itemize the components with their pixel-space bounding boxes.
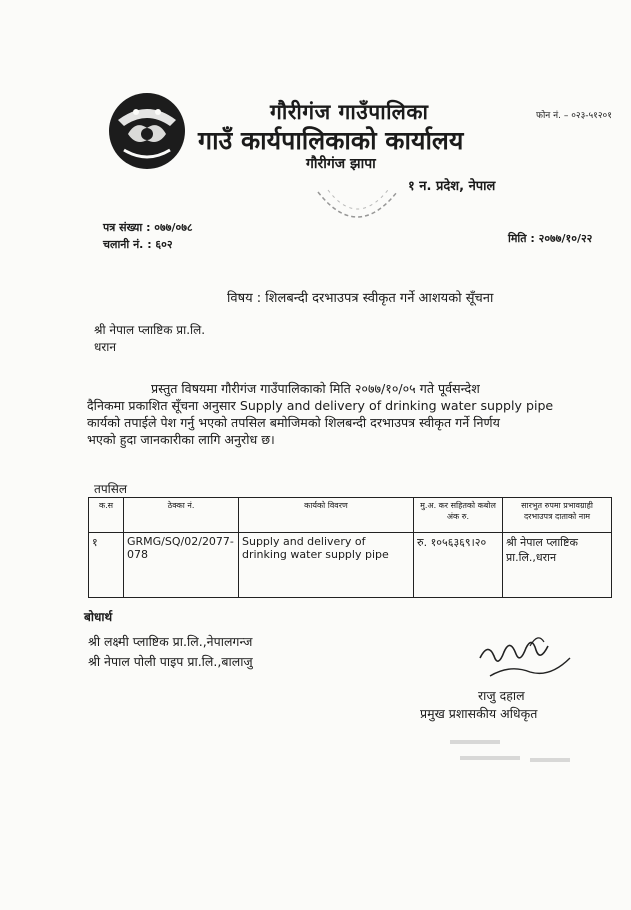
cell-work-description: Supply and delivery of drinking water supply pipe: [239, 533, 414, 598]
body-line: दैनिकमा प्रकाशित सूँचना अनुसार Supply and delivery of drinking water supply pipe: [87, 398, 554, 413]
header-contract-no: ठेक्का नं.: [124, 498, 239, 533]
header-bid-amount: मु.अ. कर सहितको कबोल अंक रु.: [414, 498, 503, 533]
signatory-name: राजु दहाल: [478, 688, 525, 703]
details-table: [88, 497, 612, 598]
office-phone: फोन नं. – ०२३-५१२०१: [536, 111, 612, 121]
cc-label: बोधार्थ: [84, 610, 113, 624]
header-serial: क.स: [89, 498, 124, 533]
signatory-title: प्रमुख प्रशासकीय अधिकृत: [420, 706, 538, 721]
office-province: १ न. प्रदेश, नेपाल: [408, 179, 496, 194]
handwritten-signature: [470, 628, 580, 688]
table-header-row: [89, 498, 612, 533]
body-line: भएको हुदा जानकारीका लागि अनुरोध छ।: [87, 432, 275, 447]
cell-serial: १: [89, 533, 124, 598]
cc-item: श्री नेपाल पोली पाइप प्रा.लि.,बालाजु: [88, 654, 253, 669]
table-caption: तपसिल: [94, 482, 128, 496]
body-line: कार्यको तपाईले पेश गर्नु भएको तपसिल बमोजिमको शिलबन्दी दरभाउपत्र स्वीकृत गर्ने निर्णय: [87, 415, 500, 430]
municipality-name: गौरीगंज गाउँपालिका: [270, 100, 429, 124]
government-emblem-logo: [106, 90, 188, 172]
cc-item: श्री लक्ष्मी प्लाष्टिक प्रा.लि.,नेपालगन्ज: [88, 634, 253, 649]
office-name: गाउँ कार्यपालिकाको कार्यालय: [198, 126, 464, 155]
round-stamp: [310, 172, 405, 242]
body-line: प्रस्तुत विषयमा गौरीगंज गाउँपालिकाको मिति २०७७/१०/०५ गते पूर्वसन्देश: [151, 381, 480, 396]
header-bidder-name: सारभुत रुपमा प्रभावग्राही दरभाउपत्र दाताको नाम: [503, 498, 612, 533]
header-work-description: कार्यको विवरण: [239, 498, 414, 533]
cell-bid-amount: रु. १०५६३६९।२०: [414, 533, 503, 598]
letter-subject: विषय : शिलबन्दी दरभाउपत्र स्वीकृत गर्ने आशयको सूँचना: [227, 291, 494, 306]
office-place: गौरीगंज झापा: [306, 156, 376, 172]
faded-stamp-impression: [440, 734, 580, 774]
cell-contract-no: GRMG/SQ/02/2077-078: [124, 533, 239, 598]
letter-number: पत्र संख्या : ०७७/०७८: [103, 221, 193, 234]
dispatch-number: चलानी नं. : ६०२: [103, 238, 173, 251]
recipient-place: धरान: [94, 340, 117, 354]
letter-date: मिति : २०७७/१०/२२: [508, 232, 593, 245]
recipient-name: श्री नेपाल प्लाष्टिक प्रा.लि.: [94, 323, 206, 337]
letter-body: [87, 380, 617, 448]
cell-bidder-name: श्री नेपाल प्लाष्टिक प्रा.लि.,धरान: [503, 533, 612, 598]
table-row: [89, 533, 612, 598]
